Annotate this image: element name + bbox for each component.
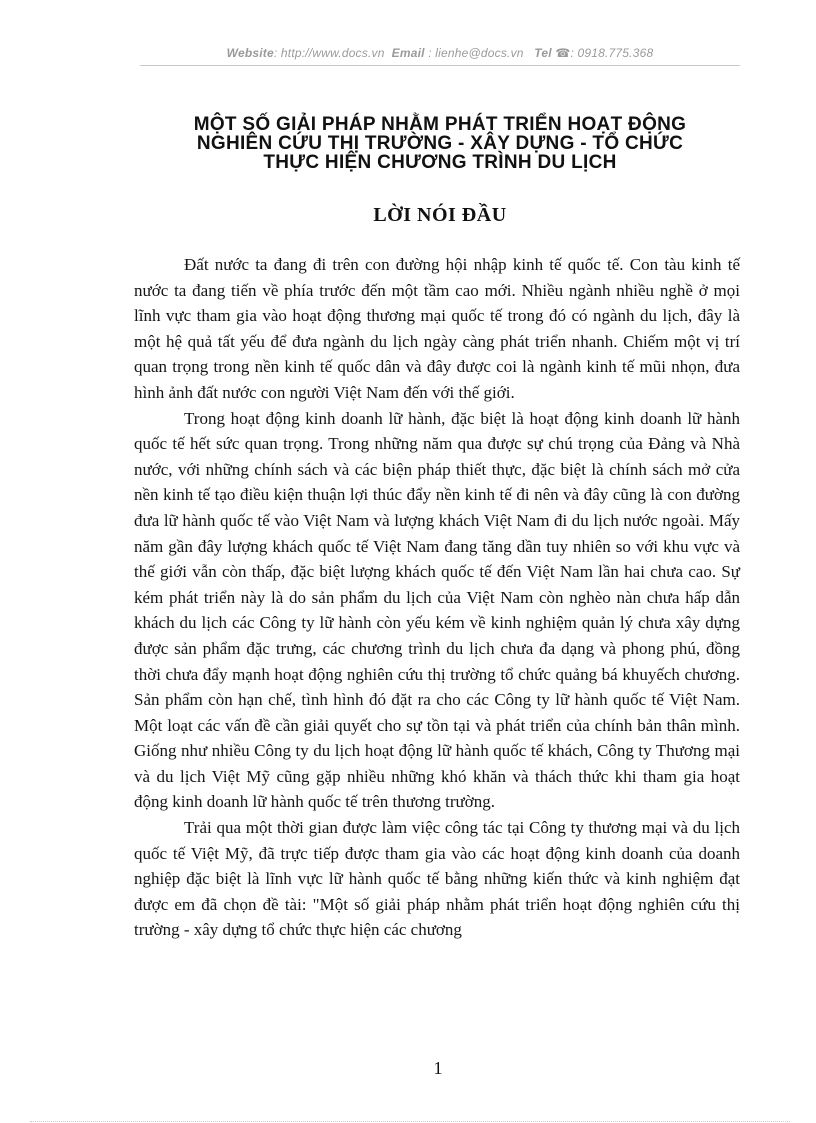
website-value: : http://www.docs.vn <box>273 46 385 60</box>
paragraph: Đất nước ta đang đi trên con đường hội nhập kinh tế quốc tế. Con tàu kinh tế nước ta đang tiến về phía trước đến một tầm cao mới. Nhiều ngành nhiều nghề ở mọi lĩnh vực tham gia vào hoạt động thương mại quốc tế trong đó có ngành du lịch, đây là một hệ quả tất yếu để đưa ngành du lịch ngày càng phát triển nhanh. Chiếm một vị trí quan trọng trong nền kinh tế quốc dân và đây được coi là ngành kinh tế mũi nhọn, đưa hình ảnh đất nước con người Việt Nam đến với thế giới. <box>134 255 740 402</box>
tel-label: Tel <box>534 46 552 60</box>
tel-value: ☎: 0918.775.368 <box>555 46 654 60</box>
title-line-1: MỘT SỐ GIẢI PHÁP NHẰM PHÁT TRIỂN HOẠT ĐỘNG <box>193 114 687 135</box>
email-value: : lienhe@docs.vn <box>428 46 524 60</box>
header-divider <box>140 65 740 66</box>
document-title <box>130 115 750 172</box>
paragraph: Trải qua một thời gian được làm việc công tác tại Công ty thương mại và du lịch quốc tế Việt Mỹ, đã trực tiếp được tham gia vào các hoạt động kinh doanh của doanh nghiệp đặc biệt là lĩnh vực lữ hành quốc tế bằng những kiến thức và kinh nghiệm đạt được em đã chọn đề tài: "Một số giải pháp nhằm phát triển hoạt động nghiên cứu thị trường - xây dựng tổ chức thực hiện các chương <box>134 818 740 940</box>
footer-divider <box>30 1121 790 1122</box>
title-line-3: THỰC HIỆN CHƯƠNG TRÌNH DU LỊCH <box>263 152 617 173</box>
page-number: 1 <box>433 1058 443 1078</box>
page-header <box>140 46 740 60</box>
title-line-2: NGHIÊN CỨU THỊ TRƯỜNG - XÂY DỰNG - TỔ CHỨC <box>196 133 684 154</box>
website-label: Website <box>226 46 274 60</box>
email-label: Email <box>391 46 425 60</box>
body-text <box>134 252 740 943</box>
section-heading: LỜI NÓI ĐẦU <box>373 204 507 226</box>
paragraph: Trong hoạt động kinh doanh lữ hành, đặc biệt là hoạt động kinh doanh lữ hành quốc tế hết sức quan trọng. Trong những năm qua được sự chú trọng của Đảng và Nhà nước, với những chính sách và các biện pháp thiết thực, đặc biệt là chính sách mở cửa nền kinh tế tạo điều kiện thuận lợi thúc đẩy nền kinh tế đi nên và đây cũng là con đường đưa lữ hành quốc tế vào Việt Nam và lượng khách Việt Nam đi du lịch nước ngoài. Mấy năm gần đây lượng khách quốc tế Việt Nam đang tăng dần tuy nhiên so với khu vực và thế giới vẫn còn thấp, đặc biệt lượng khách quốc tế đến Việt Nam lần hai chưa cao. Sự kém phát triển này là do sản phẩm du lịch của Việt Nam còn nghèo nàn chưa hấp dẫn khách du lịch các Công ty lữ hành còn yếu kém về kinh nghiệm quản lý chưa xây dựng được sản phẩm đặc trưng, các chương trình du lịch chưa đa dạng và phong phú, đồng thời chưa đẩy mạnh hoạt động nghiên cứu thị trường tổ chức quảng bá khuyếch chương. Sản phẩm còn hạn chế, tình hình đó đặt ra cho các Công ty lữ hành quốc tế Việt Nam. Một loạt các vấn đề cần giải quyết cho sự tồn tại và phát triển của chính bản thân mình. Giống như nhiều Công ty du lịch hoạt động lữ hành quốc tế khách, Công ty Thương mại và du lịch Việt Mỹ cũng gặp nhiều những khó khăn và thách thức khi tham gia hoạt động kinh doanh lữ hành quốc tế trên thương trường. <box>134 408 740 812</box>
